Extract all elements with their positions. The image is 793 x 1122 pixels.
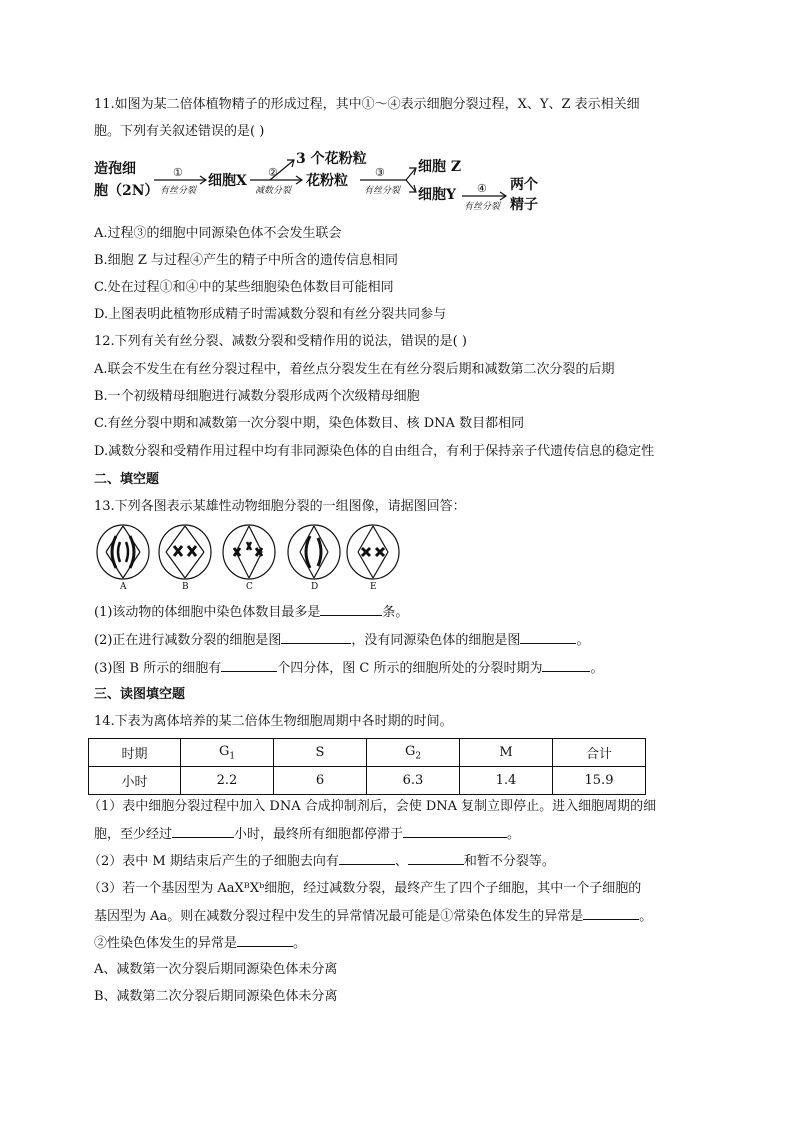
table-header-cell: 合计: [553, 739, 646, 767]
q14-part3-text2: ②性染色体发生的异常是: [94, 936, 238, 951]
q13-cell-images: [96, 522, 406, 597]
q12-option-b: B.一个初级精母细胞进行减数分裂形成两个次级精母细胞: [94, 389, 420, 404]
q14-part2-blank2[interactable]: [408, 852, 464, 865]
q13-part1-blank[interactable]: [320, 603, 382, 616]
cell-x: 细胞X: [208, 173, 247, 189]
q14-part1-line1: （1）表中细胞分裂过程中加入 DNA 合成抑制剂后，会使 DNA 复制立即停止。进入细胞周期的细: [88, 799, 657, 814]
q14-part3-tail: 。: [639, 909, 653, 924]
q13-part3-blank1[interactable]: [221, 659, 277, 672]
pollen-three: 3 个花粉粒: [296, 151, 367, 167]
q14-part3-blank2[interactable]: [237, 934, 293, 947]
cell-label-a: A: [120, 582, 127, 592]
q14-part1-mid: 小时，最终所有细胞都停滞于: [234, 827, 404, 842]
cell-label-c: C: [246, 582, 253, 592]
cell-z: 细胞 Z: [418, 159, 462, 175]
table-header-cell: [181, 739, 274, 767]
q11-option-a: A.过程③的细胞中同源染色体不会发生联会: [94, 226, 342, 241]
table-cell: 2.2: [181, 767, 274, 795]
step2-label: 减数分裂: [255, 186, 292, 196]
end-sperm-line2: 精子: [510, 197, 538, 213]
cell-c-image: [223, 525, 275, 579]
q11-flow-diagram: [94, 150, 554, 218]
q11-stem-line2: 胞。下列有关叙述错误的是( ): [94, 124, 265, 139]
step3-label: 有丝分裂: [364, 186, 401, 196]
section-heading-fill-blank: 二、填空题: [94, 472, 160, 487]
header-g1-letter: G: [218, 743, 230, 759]
q14-part2: [88, 852, 555, 871]
q13-part3-text: (3)图 B 所示的细胞有: [94, 661, 222, 676]
q14-part2-blank1[interactable]: [339, 852, 395, 865]
step4-label: 有丝分裂: [464, 202, 501, 212]
q14-part3-blank1[interactable]: [583, 907, 639, 920]
q13-stem: 13.下列各图表示某雄性动物细胞分裂的一组图像，请据图回答：: [94, 499, 466, 514]
step3-number: ③: [375, 166, 385, 179]
q13-part3-tail: 。: [590, 661, 604, 676]
q12-option-c: C.有丝分裂中期和减数第一次分裂中期，染色体数目、核 DNA 数目都相同: [94, 416, 525, 431]
q12-stem: 12.下列有关有丝分裂、减数分裂和受精作用的说法，错误的是( ): [94, 334, 467, 349]
q14-part3-tail2: 。: [293, 936, 307, 951]
q13-part2-text: (2)正在进行减数分裂的细胞是图: [94, 633, 282, 648]
step2-number: ②: [268, 166, 278, 179]
q11-option-d: D.上图表明此植物形成精子时需减数分裂和有丝分裂共同参与: [94, 307, 447, 322]
q11-stem-line1: 11.如图为某二倍体植物精子的形成过程，其中①～④表示细胞分裂过程，X、Y、Z 表示相关细: [94, 97, 640, 112]
q13-part2-blank2[interactable]: [520, 631, 576, 644]
table-header-cell: S: [274, 739, 367, 767]
table-cell: 6.3: [367, 767, 460, 795]
q12-option-d: D.减数分裂和受精作用过程中均有非同源染色体的自由组合，有利于保持亲子代遗传信息的稳定性: [94, 444, 655, 459]
q13-part2-blank1[interactable]: [281, 631, 351, 644]
q12-option-a: A.联会不发生在有丝分裂过程中，着丝点分裂发生在有丝分裂后期和减数第二次分裂的后期: [94, 362, 615, 377]
cell-d-image: [288, 525, 340, 579]
header-g1-sub: 1: [229, 751, 236, 762]
q13-part1: [94, 603, 408, 622]
end-sperm-line1: 两个: [510, 177, 538, 193]
q13-part1-tail: 条。: [382, 605, 409, 620]
step1-label: 有丝分裂: [160, 186, 197, 196]
cell-cycle-table: [88, 738, 646, 795]
table-cell: 1.4: [460, 767, 553, 795]
table-row: [89, 767, 646, 795]
start-cell-line2: 胞（2N）: [94, 183, 159, 199]
q14-part2-tail: 和暂不分裂等。: [463, 854, 555, 869]
q13-part3-mid: 个四分体，图 C 所示的细胞所处的分裂时期为: [277, 661, 543, 676]
q13-part3-blank2[interactable]: [542, 659, 590, 672]
table-header-cell: 时期: [89, 739, 181, 767]
q14-part2-text: （2）表中 M 期结束后产生的子细胞去向有: [88, 854, 339, 869]
q14-part3-text: 基因型为 Aa。则在减数分裂过程中发生的异常情况最可能是①常染色体发生的异常是: [94, 909, 584, 924]
cell-label-d: D: [311, 582, 319, 592]
q11-option-c: C.处在过程①和④中的某些细胞染色体数目可能相同: [94, 280, 394, 295]
header-g2-sub: 2: [415, 751, 422, 762]
q14-part3-line3: [94, 934, 306, 953]
q13-part2-tail: 。: [576, 633, 590, 648]
cell-b-image: [159, 525, 211, 579]
table-cell: 小时: [89, 767, 181, 795]
table-cell: 15.9: [553, 767, 646, 795]
q14-choice-a: A、减数第一次分裂后期同源染色体未分离: [94, 962, 338, 977]
pollen: 花粉粒: [306, 173, 348, 189]
cell-label-b: B: [182, 582, 189, 592]
table-header-row: [89, 739, 646, 767]
q14-part3-line2: [94, 907, 652, 926]
start-cell-line1: 造孢细: [94, 161, 136, 177]
q13-part1-text: (1)该动物的体细胞中染色体数目最多是: [94, 605, 321, 620]
q14-part1-text: 胞，至少经过: [94, 827, 173, 842]
table-header-cell: M: [460, 739, 553, 767]
cell-e-image: [347, 525, 399, 579]
table-header-cell: [367, 739, 460, 767]
step4-number: ④: [477, 182, 487, 195]
q13-part2: [94, 631, 589, 650]
q14-part1-tail: 。: [507, 827, 521, 842]
header-g2-letter: G: [404, 743, 416, 759]
q13-part2-mid: ，没有同源染色体的细胞是图: [351, 633, 521, 648]
q14-stem: 14.下表为离体培养的某二倍体生物细胞周期中各时期的时间。: [94, 714, 453, 729]
q13-part3: [94, 659, 603, 678]
q14-part3-line1: （3）若一个基因型为 AaXᴮXᵇ细胞，经过减数分裂，最终产生了四个子细胞，其中一个子细胞的: [88, 881, 642, 896]
q14-part1-blank2[interactable]: [403, 825, 507, 838]
cell-a-image: [97, 525, 149, 579]
q14-choice-b: B、减数第二次分裂后期同源染色体未分离: [94, 989, 338, 1004]
cell-label-e: E: [370, 582, 377, 592]
q14-part2-sep: 、: [394, 854, 408, 869]
cell-y: 细胞Y: [418, 187, 456, 203]
q11-option-b: B.细胞 Z 与过程④产生的精子中所含的遗传信息相同: [94, 253, 398, 268]
q14-part1-line2: [94, 825, 520, 844]
table-cell: 6: [274, 767, 367, 795]
step1-number: ①: [173, 166, 183, 179]
section-heading-read-chart: 三、读图填空题: [94, 687, 186, 702]
q14-part1-blank1[interactable]: [172, 825, 234, 838]
